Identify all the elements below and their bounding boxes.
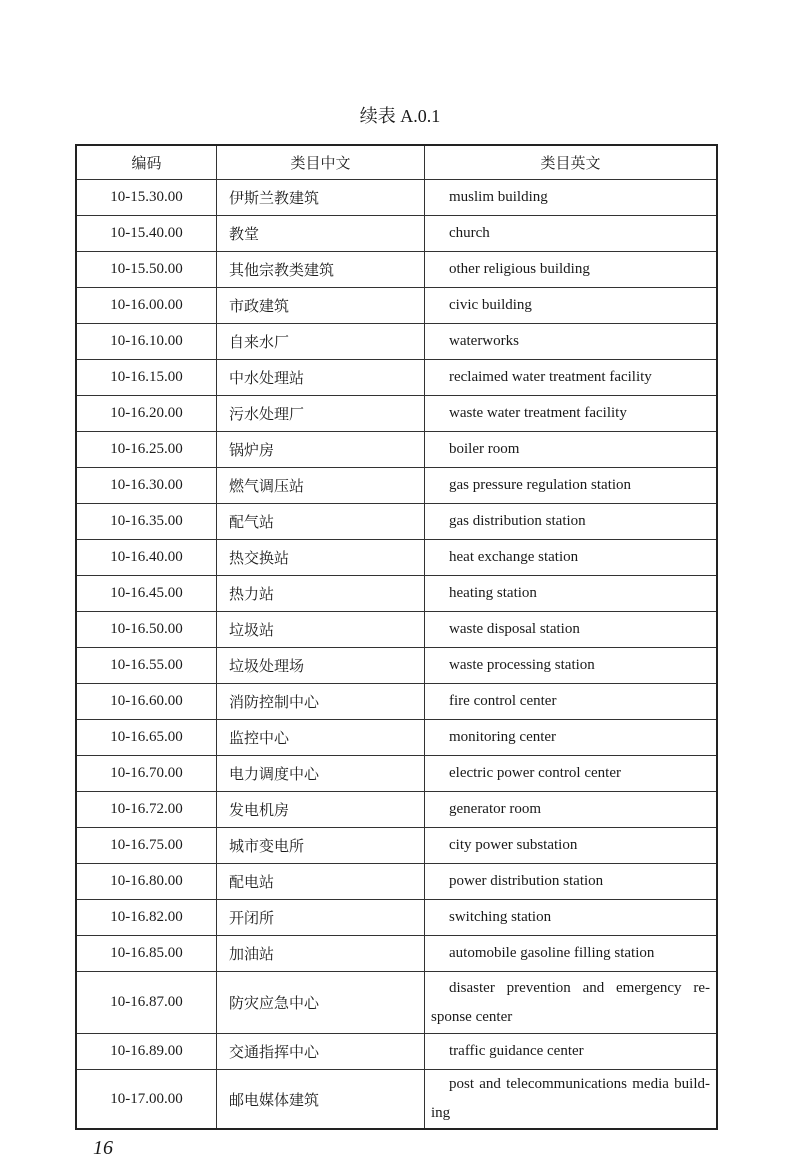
cell-english: generator room [425,792,718,828]
cell-code: 10-15.40.00 [76,216,217,252]
table-row [76,360,717,396]
cell-english: heating station [425,576,718,612]
cell-english: waste water treatment facility [425,396,718,432]
cell-code: 10-15.50.00 [76,252,217,288]
cell-english: muslim building [425,180,718,216]
header-code: 编码 [76,145,217,180]
table-row [76,252,717,288]
cell-code: 10-16.70.00 [76,756,217,792]
cell-code: 10-16.85.00 [76,936,217,972]
cell-code: 10-16.89.00 [76,1034,217,1070]
cell-chinese: 加油站 [217,936,425,972]
cell-english: church [425,216,718,252]
cell-chinese: 防灾应急中心 [217,972,425,1034]
cell-code: 10-16.15.00 [76,360,217,396]
cell-english: gas pressure regulation station [425,468,718,504]
table-row [76,1034,717,1070]
cell-chinese: 配电站 [217,864,425,900]
cell-english: civic building [425,288,718,324]
table-row [76,684,717,720]
cell-code: 10-15.30.00 [76,180,217,216]
cell-chinese: 自来水厂 [217,324,425,360]
cell-english: monitoring center [425,720,718,756]
cell-english: boiler room [425,432,718,468]
cell-english: power distribution station [425,864,718,900]
cell-chinese: 锅炉房 [217,432,425,468]
cell-chinese: 邮电媒体建筑 [217,1070,425,1130]
cell-code: 10-17.00.00 [76,1070,217,1130]
table-row [76,900,717,936]
cell-english: heat exchange station [425,540,718,576]
cell-chinese: 监控中心 [217,720,425,756]
table-row [76,180,717,216]
cell-code: 10-16.40.00 [76,540,217,576]
cell-chinese: 燃气调压站 [217,468,425,504]
page-number: 16 [93,1137,113,1159]
table-header-row [76,145,717,180]
cell-chinese: 垃圾处理场 [217,648,425,684]
cell-english: traffic guidance center [425,1034,718,1070]
cell-english: waste processing station [425,648,718,684]
cell-code: 10-16.65.00 [76,720,217,756]
cell-code: 10-16.45.00 [76,576,217,612]
cell-english: other religious building [425,252,718,288]
table-row [76,972,717,1034]
cell-chinese: 消防控制中心 [217,684,425,720]
table-row [76,432,717,468]
cell-chinese: 市政建筑 [217,288,425,324]
header-english: 类目英文 [425,145,718,180]
table-caption: 续表 A.0.1 [359,106,441,126]
cell-code: 10-16.10.00 [76,324,217,360]
table-row [76,324,717,360]
table-row [76,216,717,252]
cell-code: 10-16.55.00 [76,648,217,684]
cell-english: waterworks [425,324,718,360]
cell-english: disaster prevention and emergency re-sponse center [425,972,718,1034]
cell-chinese: 城市变电所 [217,828,425,864]
cell-chinese: 发电机房 [217,792,425,828]
cell-code: 10-16.72.00 [76,792,217,828]
cell-english: fire control center [425,684,718,720]
table-row [76,720,717,756]
cell-chinese: 垃圾站 [217,612,425,648]
cell-code: 10-16.75.00 [76,828,217,864]
table-row [76,828,717,864]
table-row [76,468,717,504]
category-table [75,144,718,1130]
cell-chinese: 电力调度中心 [217,756,425,792]
table-row [76,792,717,828]
header-chinese: 类目中文 [217,145,425,180]
cell-chinese: 教堂 [217,216,425,252]
cell-code: 10-16.80.00 [76,864,217,900]
table-row [76,504,717,540]
cell-code: 10-16.00.00 [76,288,217,324]
cell-english: automobile gasoline filling station [425,936,718,972]
cell-chinese: 伊斯兰教建筑 [217,180,425,216]
cell-chinese: 交通指挥中心 [217,1034,425,1070]
cell-english: switching station [425,900,718,936]
cell-code: 10-16.35.00 [76,504,217,540]
cell-code: 10-16.82.00 [76,900,217,936]
table-row [76,1070,717,1130]
cell-code: 10-16.50.00 [76,612,217,648]
table-row [76,756,717,792]
cell-chinese: 其他宗教类建筑 [217,252,425,288]
cell-english: waste disposal station [425,612,718,648]
table-row [76,936,717,972]
cell-chinese: 中水处理站 [217,360,425,396]
table-row [76,288,717,324]
cell-code: 10-16.25.00 [76,432,217,468]
cell-english: city power substation [425,828,718,864]
cell-english: post and telecommunications media build-ing [425,1070,718,1130]
cell-chinese: 配气站 [217,504,425,540]
table-row [76,540,717,576]
cell-chinese: 热力站 [217,576,425,612]
cell-code: 10-16.20.00 [76,396,217,432]
cell-code: 10-16.30.00 [76,468,217,504]
table-row [76,612,717,648]
table-row [76,396,717,432]
cell-code: 10-16.87.00 [76,972,217,1034]
cell-english: reclaimed water treatment facility [425,360,718,396]
cell-english: gas distribution station [425,504,718,540]
cell-chinese: 热交换站 [217,540,425,576]
cell-chinese: 污水处理厂 [217,396,425,432]
cell-english: electric power control center [425,756,718,792]
cell-code: 10-16.60.00 [76,684,217,720]
table-row [76,648,717,684]
cell-chinese: 开闭所 [217,900,425,936]
table-row [76,864,717,900]
table-row [76,576,717,612]
